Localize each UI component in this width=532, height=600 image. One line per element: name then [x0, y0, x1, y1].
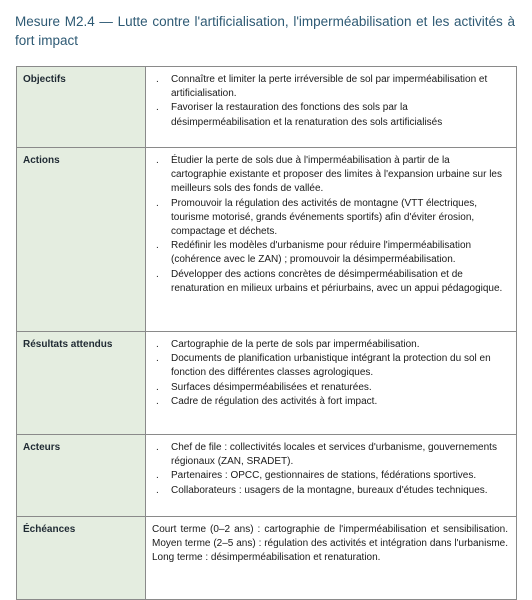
list-item: [152, 484, 508, 498]
bullet-list: [152, 441, 508, 498]
row-label-resultats: Résultats attendus: [17, 332, 146, 435]
measure-title: Mesure M2.4 — Lutte contre l'artificialisation, l'imperméabilisation et les activités à fort impact: [15, 14, 515, 48]
list-item-text: Redéfinir les modèles d'urbanisme pour réduire l'imperméabilisation (cohérence avec le ZAN) ; promouvoir la désimperméabilisation.: [171, 240, 472, 266]
bullet-icon: .: [156, 155, 159, 166]
list-item-text: Documents de planification urbanistique intégrant la protection du sol en fonction des différentes classes agrologiques.: [171, 353, 491, 379]
list-item: [152, 154, 508, 197]
table-row-resultats: [17, 332, 517, 435]
bullet-icon: .: [156, 339, 159, 350]
table-row-acteurs: [17, 435, 517, 517]
list-item: [152, 469, 508, 483]
bullet-icon: .: [156, 470, 159, 482]
row-content-echeances: [146, 517, 517, 600]
row-label-acteurs: Acteurs: [17, 435, 146, 517]
list-item-text: Promouvoir la régulation des activités de montagne (VTT électriques, tourisme motorisé, grands événements sportifs) afin d'éviter érosion, compactage et déchets.: [171, 197, 478, 238]
measure-table: [16, 66, 517, 600]
list-item: [152, 101, 508, 129]
bullet-icon: .: [156, 442, 159, 453]
row-content-actions: [146, 148, 517, 332]
bullet-list: [152, 338, 508, 409]
list-item-text: Partenaires : OPCC, gestionnaires de stations, fédérations sportives.: [171, 470, 477, 482]
bullet-icon: .: [156, 197, 159, 209]
list-item: [152, 395, 508, 409]
bullet-icon: .: [156, 102, 159, 114]
list-item-text: Favoriser la restauration des fonctions des sols par la désimperméabilisation et la renaturation des sols artificialisés: [171, 102, 443, 128]
table-row-actions: [17, 148, 517, 332]
list-item-text: Surfaces désimperméabilisées et renaturées.: [171, 381, 372, 393]
table-row-echeances: [17, 517, 517, 600]
list-item: [152, 441, 508, 469]
list-item: [152, 338, 508, 352]
bullet-list: [152, 154, 508, 296]
bullet-icon: .: [156, 484, 159, 496]
echeances-text: Court terme (0–2 ans) : cartographie de l'imperméabilisation et sensibilisation. Moyen terme (2–5 ans) : régulation des activités et intégration dans l'urbanisme. Long terme : désimperméabilisation et renaturation.: [152, 524, 508, 564]
bullet-icon: .: [156, 74, 159, 85]
row-label-echeances: Échéances: [17, 517, 146, 600]
bullet-list: [152, 73, 508, 130]
row-content-objectifs: [146, 67, 517, 148]
list-item: [152, 381, 508, 395]
bullet-icon: .: [156, 268, 159, 280]
table-row-objectifs: [17, 67, 517, 148]
list-item-text: Chef de file : collectivités locales et services d'urbanisme, gouvernements régionaux (ZAN, SRADET).: [171, 442, 497, 468]
bullet-icon: .: [156, 395, 159, 407]
list-item-text: Collaborateurs : usagers de la montagne, bureaux d'études techniques.: [171, 484, 488, 496]
list-item-text: Connaître et limiter la perte irréversible de sol par imperméabilisation et artificialisation.: [171, 74, 488, 100]
list-item: [152, 73, 508, 101]
list-item-text: Cartographie de la perte de sols par imperméabilisation.: [171, 339, 420, 350]
list-item: [152, 197, 508, 240]
bullet-icon: .: [156, 240, 159, 252]
list-item: [152, 239, 508, 267]
list-item: [152, 268, 508, 296]
row-content-acteurs: [146, 435, 517, 517]
row-label-actions: Actions: [17, 148, 146, 332]
list-item: [152, 352, 508, 380]
list-item-text: Étudier la perte de sols due à l'imperméabilisation à partir de la cartographie existante et proposer des limites à l'expansion urbaine sur les meilleurs sols des fonds de vallée.: [171, 155, 502, 195]
bullet-icon: .: [156, 353, 159, 365]
list-item-text: Cadre de régulation des activités à fort impact.: [171, 395, 378, 407]
bullet-icon: .: [156, 381, 159, 393]
row-content-resultats: [146, 332, 517, 435]
list-item-text: Développer des actions concrètes de désimperméabilisation et de renaturation en milieux urbains et périurbains, avec un appui pédagogique.: [171, 268, 503, 294]
row-label-objectifs: Objectifs: [17, 67, 146, 148]
